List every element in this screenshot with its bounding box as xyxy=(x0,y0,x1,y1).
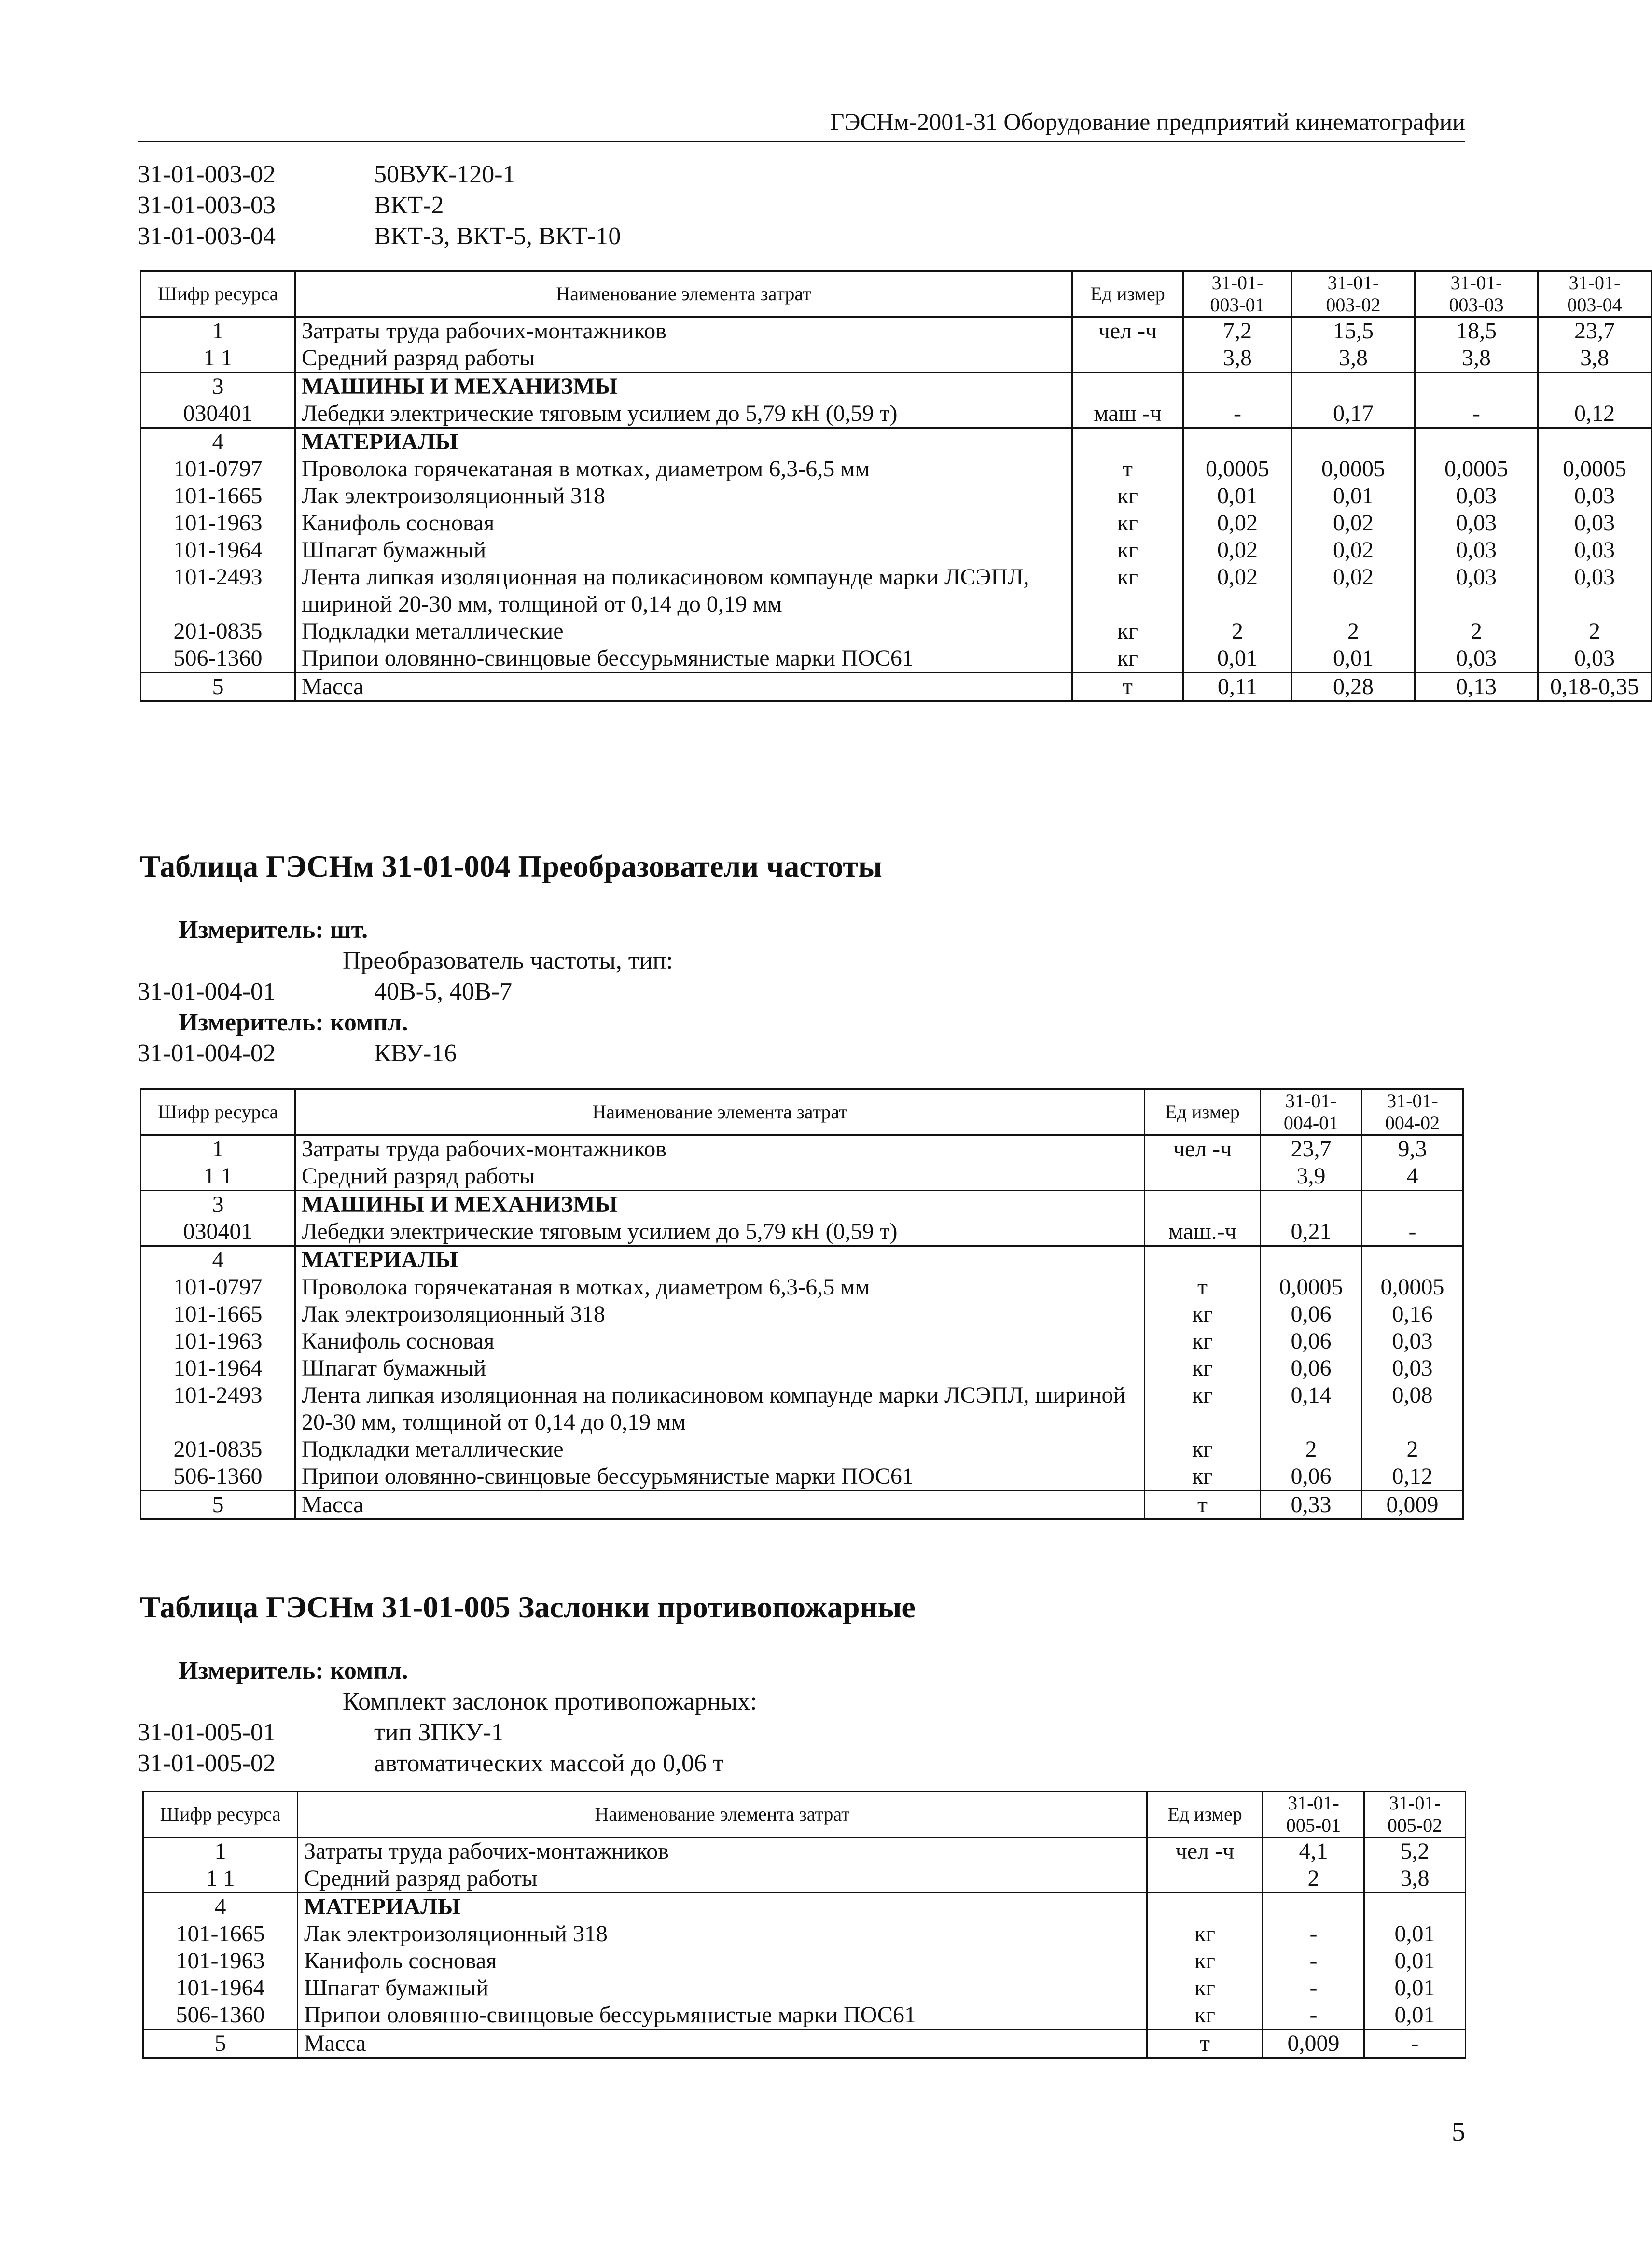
header-norm-code: 31-01- 005-02 xyxy=(1364,1792,1466,1837)
value-cell: 0,0005 xyxy=(1538,456,1652,483)
value-cell: 2 xyxy=(1362,1436,1463,1463)
value-cell: - xyxy=(1263,1920,1364,1948)
value-cell: 0,08 xyxy=(1362,1382,1463,1436)
value-cell xyxy=(1261,1191,1362,1219)
table-row xyxy=(143,1975,1466,2002)
cost-element-name: Канифоль сосновая xyxy=(298,1948,1147,1975)
header-norm-code: 31-01- 003-04 xyxy=(1538,271,1652,317)
value-cell: 0,02 xyxy=(1292,537,1415,564)
value-cell: 3,8 xyxy=(1415,345,1538,373)
header-norm-code: 31-01- 003-03 xyxy=(1415,271,1538,317)
resource-code: 3 xyxy=(141,373,295,401)
table-row xyxy=(141,483,1652,510)
cost-element-name: Лебедки электрические тяговым усилием до 5,79 кН (0,59 т) xyxy=(295,400,1072,428)
section3-meta xyxy=(138,1656,757,1779)
section-row xyxy=(143,1893,1466,1921)
header-resource-code: Шифр ресурса xyxy=(141,1089,295,1135)
value-cell: 0,03 xyxy=(1415,564,1538,618)
unit-cell: кг xyxy=(1072,537,1183,564)
unit-cell: кг xyxy=(1147,1920,1263,1948)
value-cell: 0,06 xyxy=(1261,1355,1362,1382)
value-cell: 0,01 xyxy=(1183,483,1292,510)
unit-cell: кг xyxy=(1147,1975,1263,2002)
value-cell xyxy=(1183,373,1292,401)
cost-element-name: Лак электроизоляционный 318 xyxy=(295,1301,1145,1328)
value-cell: 0,0005 xyxy=(1362,1274,1463,1301)
table-row xyxy=(141,1163,1463,1191)
cost-element-name: МАТЕРИАЛЫ xyxy=(298,1893,1147,1921)
value-cell: 0,03 xyxy=(1415,510,1538,537)
value-cell xyxy=(1415,373,1538,401)
cost-element-name: Канифоль сосновая xyxy=(295,510,1072,537)
header-unit: Ед измер xyxy=(1147,1792,1263,1837)
norm-code: 31-01-005-01 xyxy=(138,1719,276,1746)
table-row xyxy=(143,2030,1466,2058)
value-cell: 3,8 xyxy=(1292,345,1415,373)
resource-code: 030401 xyxy=(141,400,295,428)
code-row xyxy=(138,221,621,252)
resource-code: 4 xyxy=(141,1246,295,1274)
value-cell: 0,11 xyxy=(1183,673,1292,701)
value-cell: 3,9 xyxy=(1261,1163,1362,1191)
norm-code: 31-01-003-04 xyxy=(138,223,276,250)
table-row xyxy=(141,510,1652,537)
norm-desc: тип ЗПКУ-1 xyxy=(374,1719,504,1746)
value-cell: 0,17 xyxy=(1292,400,1415,428)
resource-code: 5 xyxy=(141,1491,295,1519)
code-row xyxy=(138,1748,757,1779)
header-cost-element: Наименование элемента затрат xyxy=(295,271,1072,317)
unit-cell: маш -ч xyxy=(1072,400,1183,428)
value-cell: 0,03 xyxy=(1415,483,1538,510)
meter-line xyxy=(138,1656,757,1686)
value-cell: 0,03 xyxy=(1538,510,1652,537)
value-cell: 2 xyxy=(1263,1865,1364,1893)
cost-element-name: Шпагат бумажный xyxy=(298,1975,1147,2002)
resource-code: 5 xyxy=(141,673,295,701)
value-cell: 4 xyxy=(1362,1163,1463,1191)
value-cell: 0,12 xyxy=(1362,1463,1463,1491)
value-cell: - xyxy=(1263,2002,1364,2030)
header-row xyxy=(143,1792,1466,1837)
value-cell: 0,06 xyxy=(1261,1328,1362,1355)
cost-element-name: МАШИНЫ И МЕХАНИЗМЫ xyxy=(295,373,1072,401)
resource-code: 506-1360 xyxy=(143,2002,298,2030)
section-row xyxy=(141,1246,1463,1274)
norm-code: 31-01-004-02 xyxy=(138,1040,276,1067)
header-cost-element: Наименование элемента затрат xyxy=(298,1792,1147,1837)
cost-element-name: Проволока горячекатаная в мотках, диаметром 6,3-6,5 мм xyxy=(295,1274,1145,1301)
norm-desc: ВКТ-3, ВКТ-5, ВКТ-10 xyxy=(374,223,621,250)
value-cell: 0,01 xyxy=(1292,483,1415,510)
value-cell: - xyxy=(1364,2030,1466,2058)
page-number: 5 xyxy=(1452,2117,1465,2147)
unit-cell: кг xyxy=(1072,483,1183,510)
cost-element-name: Подкладки металлические xyxy=(295,618,1072,645)
value-cell xyxy=(1364,1893,1466,1921)
value-cell: 0,0005 xyxy=(1292,456,1415,483)
header-cost-element: Наименование элемента затрат xyxy=(295,1089,1145,1135)
resource-code: 1 1 xyxy=(143,1865,298,1893)
value-cell: 0,03 xyxy=(1538,564,1652,618)
unit-cell: т xyxy=(1145,1491,1261,1519)
value-cell: 2 xyxy=(1415,618,1538,645)
norm-code: 31-01-004-01 xyxy=(138,978,276,1005)
value-cell: 2 xyxy=(1538,618,1652,645)
norm-table-31-01-003 xyxy=(140,270,1652,702)
resource-code: 4 xyxy=(143,1893,298,1921)
table-title-31-01-005: Таблица ГЭСНм 31-01-005 Заслонки противопожарные xyxy=(140,1590,916,1624)
table-row xyxy=(141,317,1652,345)
header-norm-code: 31-01- 004-02 xyxy=(1362,1089,1463,1135)
value-cell: 0,33 xyxy=(1261,1491,1362,1519)
cost-element-name: Шпагат бумажный xyxy=(295,1355,1145,1382)
resource-code: 3 xyxy=(141,1191,295,1219)
unit-cell: кг xyxy=(1145,1463,1261,1491)
header-resource-code: Шифр ресурса xyxy=(143,1792,298,1837)
table-title-31-01-004: Таблица ГЭСНм 31-01-004 Преобразователи частоты xyxy=(140,849,882,883)
unit-cell xyxy=(1145,1246,1261,1274)
unit-cell xyxy=(1072,373,1183,401)
norm-code: 31-01-003-02 xyxy=(138,161,276,188)
top-code-list xyxy=(138,159,621,252)
unit-cell xyxy=(1147,1893,1263,1921)
table-row xyxy=(141,345,1652,373)
cost-element-name: Лак электроизоляционный 318 xyxy=(295,483,1072,510)
section-row xyxy=(141,1191,1463,1219)
norm-desc: КВУ-16 xyxy=(374,1040,457,1067)
value-cell xyxy=(1292,428,1415,456)
cost-element-name: Канифоль сосновая xyxy=(295,1328,1145,1355)
unit-cell: кг xyxy=(1145,1382,1261,1436)
norm-desc: ВКТ-2 xyxy=(374,192,444,219)
cost-element-name: Затраты труда рабочих-монтажников xyxy=(295,1135,1145,1163)
section2-meta xyxy=(138,915,673,1069)
code-row xyxy=(138,1717,757,1748)
value-cell: 0,0005 xyxy=(1261,1274,1362,1301)
header-row xyxy=(141,1089,1463,1135)
cost-element-name: МАТЕРИАЛЫ xyxy=(295,1246,1145,1274)
value-cell xyxy=(1538,428,1652,456)
cost-element-name: Лента липкая изоляционная на поликасиновом компаунде марки ЛСЭПЛ, шириной 20-30 мм, толщиной от 0,14 до 0,19 мм xyxy=(295,564,1072,618)
header-unit: Ед измер xyxy=(1145,1089,1261,1135)
unit-cell xyxy=(1147,1865,1263,1893)
meter-unit: компл. xyxy=(330,1657,408,1684)
value-cell: 23,7 xyxy=(1261,1135,1362,1163)
code-row xyxy=(138,190,621,221)
value-cell xyxy=(1261,1246,1362,1274)
norm-desc: автоматических массой до 0,06 т xyxy=(374,1750,724,1777)
page-header xyxy=(138,107,1465,142)
cost-element-name: МАТЕРИАЛЫ xyxy=(295,428,1072,456)
cost-element-name: Лента липкая изоляционная на поликасиновом компаунде марки ЛСЭПЛ, шириной 20-30 мм, толщиной от 0,14 до 0,19 мм xyxy=(295,1382,1145,1436)
resource-code: 101-1964 xyxy=(143,1975,298,2002)
table-row xyxy=(143,1837,1466,1865)
meter-unit: компл. xyxy=(330,1009,408,1036)
cost-element-name: Масса xyxy=(298,2030,1147,2058)
value-cell: - xyxy=(1362,1218,1463,1246)
table-row xyxy=(141,1436,1463,1463)
table-row xyxy=(141,645,1652,673)
unit-cell xyxy=(1145,1191,1261,1219)
table-row xyxy=(141,1382,1463,1436)
cost-element-name: Проволока горячекатаная в мотках, диаметром 6,3-6,5 мм xyxy=(295,456,1072,483)
table-row xyxy=(141,1491,1463,1519)
unit-cell xyxy=(1145,1163,1261,1191)
table-row xyxy=(141,1328,1463,1355)
value-cell: 0,03 xyxy=(1538,537,1652,564)
value-cell: 0,01 xyxy=(1292,645,1415,673)
group-label: Комплект заслонок противопожарных: xyxy=(343,1688,757,1715)
table-row xyxy=(143,1920,1466,1948)
value-cell: 0,28 xyxy=(1292,673,1415,701)
value-cell: 0,02 xyxy=(1183,537,1292,564)
resource-code: 101-1665 xyxy=(141,1301,295,1328)
resource-code: 101-1964 xyxy=(141,1355,295,1382)
value-cell: 0,12 xyxy=(1538,400,1652,428)
table-row xyxy=(141,618,1652,645)
unit-cell: чел -ч xyxy=(1072,317,1183,345)
resource-code: 1 xyxy=(141,1135,295,1163)
header-unit: Ед измер xyxy=(1072,271,1183,317)
value-cell: 0,03 xyxy=(1538,483,1652,510)
document-title: ГЭСНм-2001-31 Оборудование предприятий кинематографии xyxy=(830,108,1465,135)
table-row xyxy=(143,1865,1466,1893)
value-cell xyxy=(1415,428,1538,456)
value-cell: 0,0005 xyxy=(1415,456,1538,483)
value-cell xyxy=(1538,373,1652,401)
value-cell: 18,5 xyxy=(1415,317,1538,345)
resource-code: 4 xyxy=(141,428,295,456)
meter-label: Измеритель: xyxy=(179,1009,324,1036)
value-cell: 0,02 xyxy=(1292,564,1415,618)
cost-element-name: Затраты труда рабочих-монтажников xyxy=(298,1837,1147,1865)
cost-element-name: Средний разряд работы xyxy=(298,1865,1147,1893)
value-cell: 4,1 xyxy=(1263,1837,1364,1865)
value-cell: - xyxy=(1415,400,1538,428)
norm-desc: 40В-5, 40В-7 xyxy=(374,978,512,1005)
unit-cell: кг xyxy=(1147,1948,1263,1975)
value-cell: 7,2 xyxy=(1183,317,1292,345)
value-cell: 0,009 xyxy=(1263,2030,1364,2058)
unit-cell: кг xyxy=(1072,645,1183,673)
resource-code: 5 xyxy=(143,2030,298,2058)
value-cell xyxy=(1183,428,1292,456)
resource-code: 506-1360 xyxy=(141,1463,295,1491)
resource-code: 1 1 xyxy=(141,345,295,373)
header-norm-code: 31-01- 003-01 xyxy=(1183,271,1292,317)
value-cell: 3,8 xyxy=(1538,345,1652,373)
unit-cell xyxy=(1072,428,1183,456)
value-cell: 0,009 xyxy=(1362,1491,1463,1519)
value-cell: 0,03 xyxy=(1415,645,1538,673)
value-cell: 0,01 xyxy=(1364,2002,1466,2030)
value-cell: 0,06 xyxy=(1261,1463,1362,1491)
value-cell: 0,18-0,35 xyxy=(1538,673,1652,701)
norm-table-31-01-004 xyxy=(140,1088,1464,1520)
value-cell: 0,0005 xyxy=(1183,456,1292,483)
table-row xyxy=(141,1355,1463,1382)
cost-element-name: Лебедки электрические тяговым усилием до 5,79 кН (0,59 т) xyxy=(295,1218,1145,1246)
unit-cell: т xyxy=(1145,1274,1261,1301)
unit-cell: т xyxy=(1147,2030,1263,2058)
resource-code: 101-1963 xyxy=(141,1328,295,1355)
resource-code: 101-1964 xyxy=(141,537,295,564)
value-cell: 0,13 xyxy=(1415,673,1538,701)
cost-element-name: Масса xyxy=(295,1491,1145,1519)
value-cell xyxy=(1292,373,1415,401)
norm-desc: 50ВУК-120-1 xyxy=(374,161,515,188)
header-norm-code: 31-01- 005-01 xyxy=(1263,1792,1364,1837)
meter-line xyxy=(138,1007,673,1038)
value-cell: 0,01 xyxy=(1364,1920,1466,1948)
header-row xyxy=(141,271,1652,317)
unit-cell xyxy=(1072,345,1183,373)
value-cell: 2 xyxy=(1261,1436,1362,1463)
unit-cell: т xyxy=(1072,456,1183,483)
resource-code: 201-0835 xyxy=(141,618,295,645)
cost-element-name: Припои оловянно-свинцовые бессурьмянистые марки ПОС61 xyxy=(295,1463,1145,1491)
value-cell: - xyxy=(1263,1948,1364,1975)
value-cell: 0,01 xyxy=(1183,645,1292,673)
value-cell: 0,03 xyxy=(1362,1328,1463,1355)
value-cell: 3,8 xyxy=(1183,345,1292,373)
header-norm-code: 31-01- 004-01 xyxy=(1261,1089,1362,1135)
value-cell: 0,14 xyxy=(1261,1382,1362,1436)
value-cell: 15,5 xyxy=(1292,317,1415,345)
resource-code: 101-1665 xyxy=(141,483,295,510)
resource-code: 101-1963 xyxy=(143,1948,298,1975)
unit-cell: кг xyxy=(1145,1436,1261,1463)
cost-element-name: Подкладки металлические xyxy=(295,1436,1145,1463)
value-cell: 2 xyxy=(1292,618,1415,645)
table-row xyxy=(141,400,1652,428)
code-row xyxy=(138,976,673,1007)
resource-code: 201-0835 xyxy=(141,1436,295,1463)
norm-table-31-01-005 xyxy=(142,1791,1466,2059)
cost-element-name: Средний разряд работы xyxy=(295,1163,1145,1191)
group-label: Преобразователь частоты, тип: xyxy=(343,947,673,974)
cost-element-name: Масса xyxy=(295,673,1072,701)
unit-cell: кг xyxy=(1072,510,1183,537)
resource-code: 101-0797 xyxy=(141,1274,295,1301)
table-row xyxy=(143,1948,1466,1975)
table-row xyxy=(143,2002,1466,2030)
table-row xyxy=(141,1218,1463,1246)
value-cell: 0,01 xyxy=(1364,1975,1466,2002)
cost-element-name: Припои оловянно-свинцовые бессурьмянистые марки ПОС61 xyxy=(295,645,1072,673)
value-cell: 9,3 xyxy=(1362,1135,1463,1163)
value-cell: 23,7 xyxy=(1538,317,1652,345)
value-cell xyxy=(1362,1246,1463,1274)
header-norm-code: 31-01- 003-02 xyxy=(1292,271,1415,317)
meter-label: Измеритель: xyxy=(179,916,324,944)
table-row xyxy=(141,1274,1463,1301)
value-cell: 0,21 xyxy=(1261,1218,1362,1246)
resource-code: 101-1963 xyxy=(141,510,295,537)
table-row xyxy=(141,456,1652,483)
value-cell: 0,03 xyxy=(1362,1355,1463,1382)
norm-code: 31-01-003-03 xyxy=(138,192,276,219)
value-cell: 0,02 xyxy=(1183,510,1292,537)
value-cell: 2 xyxy=(1183,618,1292,645)
table-row xyxy=(141,1463,1463,1491)
cost-element-name: Затраты труда рабочих-монтажников xyxy=(295,317,1072,345)
value-cell: 0,01 xyxy=(1364,1948,1466,1975)
header-resource-code: Шифр ресурса xyxy=(141,271,295,317)
section-row xyxy=(141,373,1652,401)
table-row xyxy=(141,673,1652,701)
resource-code: 101-2493 xyxy=(141,564,295,618)
code-row xyxy=(138,159,621,190)
unit-cell: кг xyxy=(1072,564,1183,618)
cost-element-name: Средний разряд работы xyxy=(295,345,1072,373)
value-cell: 5,2 xyxy=(1364,1837,1466,1865)
resource-code: 1 1 xyxy=(141,1163,295,1191)
resource-code: 1 xyxy=(143,1837,298,1865)
unit-cell: чел -ч xyxy=(1145,1135,1261,1163)
resource-code: 506-1360 xyxy=(141,645,295,673)
resource-code: 101-2493 xyxy=(141,1382,295,1436)
resource-code: 101-0797 xyxy=(141,456,295,483)
resource-code: 101-1665 xyxy=(143,1920,298,1948)
cost-element-name: МАШИНЫ И МЕХАНИЗМЫ xyxy=(295,1191,1145,1219)
unit-cell: кг xyxy=(1147,2002,1263,2030)
table-row xyxy=(141,1135,1463,1163)
value-cell: 0,02 xyxy=(1292,510,1415,537)
resource-code: 030401 xyxy=(141,1218,295,1246)
code-row xyxy=(138,1038,673,1069)
unit-cell: кг xyxy=(1145,1328,1261,1355)
table-row xyxy=(141,1301,1463,1328)
value-cell: 0,03 xyxy=(1538,645,1652,673)
value-cell: 0,06 xyxy=(1261,1301,1362,1328)
unit-cell: кг xyxy=(1145,1355,1261,1382)
value-cell: - xyxy=(1263,1975,1364,2002)
value-cell: 0,02 xyxy=(1183,564,1292,618)
resource-code: 1 xyxy=(141,317,295,345)
unit-cell: кг xyxy=(1072,618,1183,645)
table-row xyxy=(141,564,1652,618)
value-cell: 0,03 xyxy=(1415,537,1538,564)
section-row xyxy=(141,428,1652,456)
meter-label: Измеритель: xyxy=(179,1657,324,1684)
value-cell xyxy=(1263,1893,1364,1921)
meter-line xyxy=(138,915,673,946)
value-cell: 3,8 xyxy=(1364,1865,1466,1893)
unit-cell: т xyxy=(1072,673,1183,701)
unit-cell: маш.-ч xyxy=(1145,1218,1261,1246)
cost-element-name: Припои оловянно-свинцовые бессурьмянистые марки ПОС61 xyxy=(298,2002,1147,2030)
value-cell xyxy=(1362,1191,1463,1219)
norm-code: 31-01-005-02 xyxy=(138,1750,276,1777)
unit-cell: чел -ч xyxy=(1147,1837,1263,1865)
table-row xyxy=(141,537,1652,564)
cost-element-name: Шпагат бумажный xyxy=(295,537,1072,564)
value-cell: - xyxy=(1183,400,1292,428)
meter-unit: шт. xyxy=(330,916,368,944)
cost-element-name: Лак электроизоляционный 318 xyxy=(298,1920,1147,1948)
value-cell: 0,16 xyxy=(1362,1301,1463,1328)
unit-cell: кг xyxy=(1145,1301,1261,1328)
